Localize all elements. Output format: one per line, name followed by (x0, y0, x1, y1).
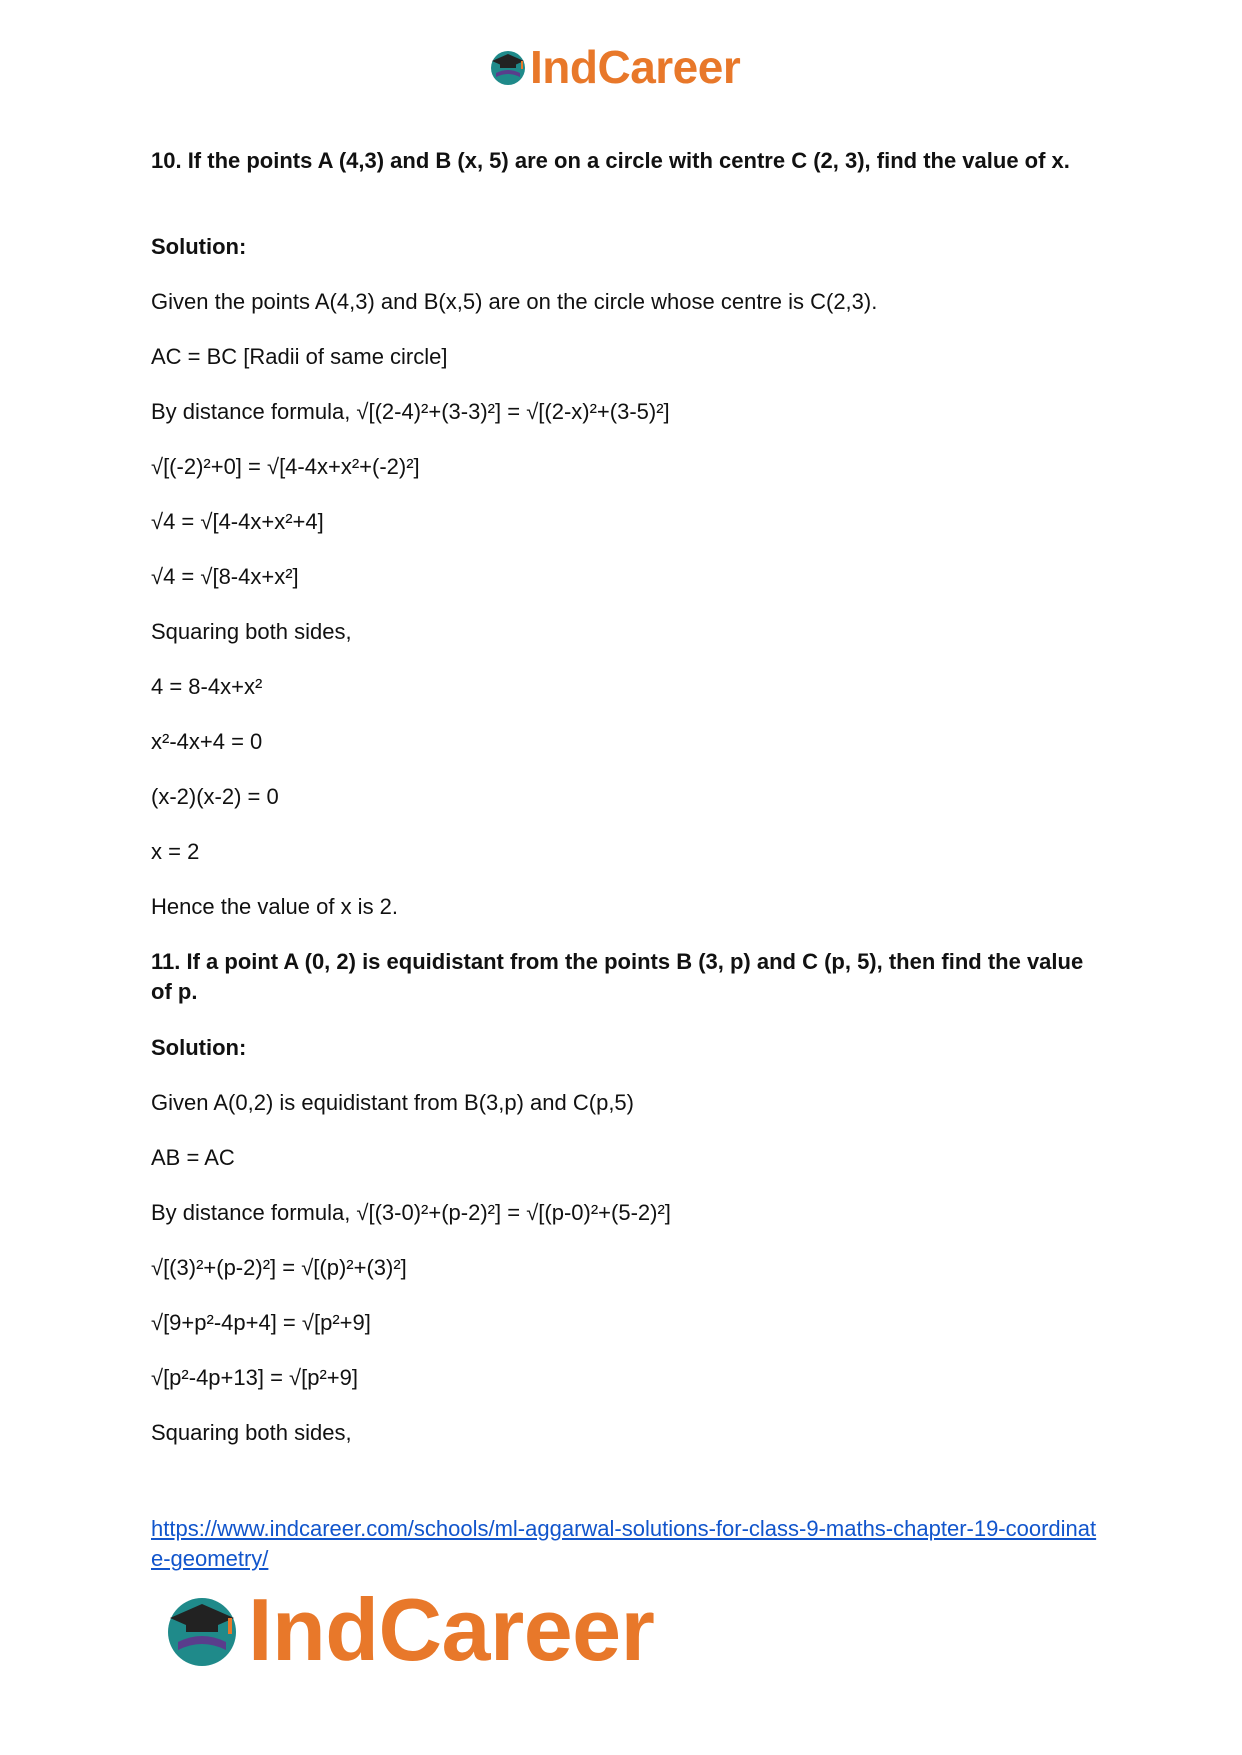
logo-wordmark: IndCareer (530, 41, 741, 93)
footer-source-link[interactable]: https://www.indcareer.com/schools/ml-aggarwal-solutions-for-class-9-maths-chapter-19-coordinate-geometry/ (151, 1516, 1097, 1571)
q11-step-a: √[(3)²+(p-2)²] = √[(p)²+(3)²] (151, 1255, 407, 1280)
solution-label-10: Solution: (151, 234, 247, 259)
q10-step-f: (x-2)(x-2) = 0 (151, 784, 279, 809)
q10-step-d: 4 = 8-4x+x² (151, 674, 263, 699)
q10-radii: AC = BC [Radii of same circle] (151, 344, 448, 369)
q11-equal: AB = AC (151, 1145, 235, 1170)
q10-distance-step: By distance formula, √[(2-4)²+(3-3)²] = √[(2-x)²+(3-5)²] (151, 399, 670, 424)
q11-step-c: √[p²-4p+13] = √[p²+9] (151, 1365, 358, 1390)
header-logo (488, 42, 740, 92)
logo-wordmark: IndCareer (248, 1580, 655, 1679)
q11-squaring: Squaring both sides, (151, 1420, 352, 1445)
q10-given: Given the points A(4,3) and B(x,5) are on the circle whose centre is C(2,3). (151, 289, 878, 314)
q10-step-c: √4 = √[8-4x+x²] (151, 564, 299, 589)
q10-step-a: √[(-2)²+0] = √[4-4x+x²+(-2)²] (151, 454, 420, 479)
q10-conclusion: Hence the value of x is 2. (151, 894, 399, 919)
q10-step-b: √4 = √[4-4x+x²+4] (151, 509, 324, 534)
question-11: 11. If a point A (0, 2) is equidistant from the points B (3, p) and C (p, 5), then find the value of p. (151, 949, 1084, 1004)
q11-step-b: √[9+p²-4p+4] = √[p²+9] (151, 1310, 371, 1335)
q10-step-g: x = 2 (151, 839, 200, 864)
question-10: 10. If the points A (4,3) and B (x, 5) are on a circle with centre C (2, 3), find the value of x. (151, 148, 1070, 173)
q10-squaring: Squaring both sides, (151, 619, 352, 644)
q11-distance-step: By distance formula, √[(3-0)²+(p-2)²] = √[(p-0)²+(5-2)²] (151, 1200, 671, 1225)
solution-label-11: Solution: (151, 1035, 247, 1060)
q11-given: Given A(0,2) is equidistant from B(3,p) and C(p,5) (151, 1090, 634, 1115)
q10-step-e: x²-4x+4 = 0 (151, 729, 263, 754)
graduation-cap-book-icon (488, 47, 528, 87)
footer-logo (162, 1580, 655, 1679)
graduation-cap-book-icon (162, 1590, 242, 1670)
